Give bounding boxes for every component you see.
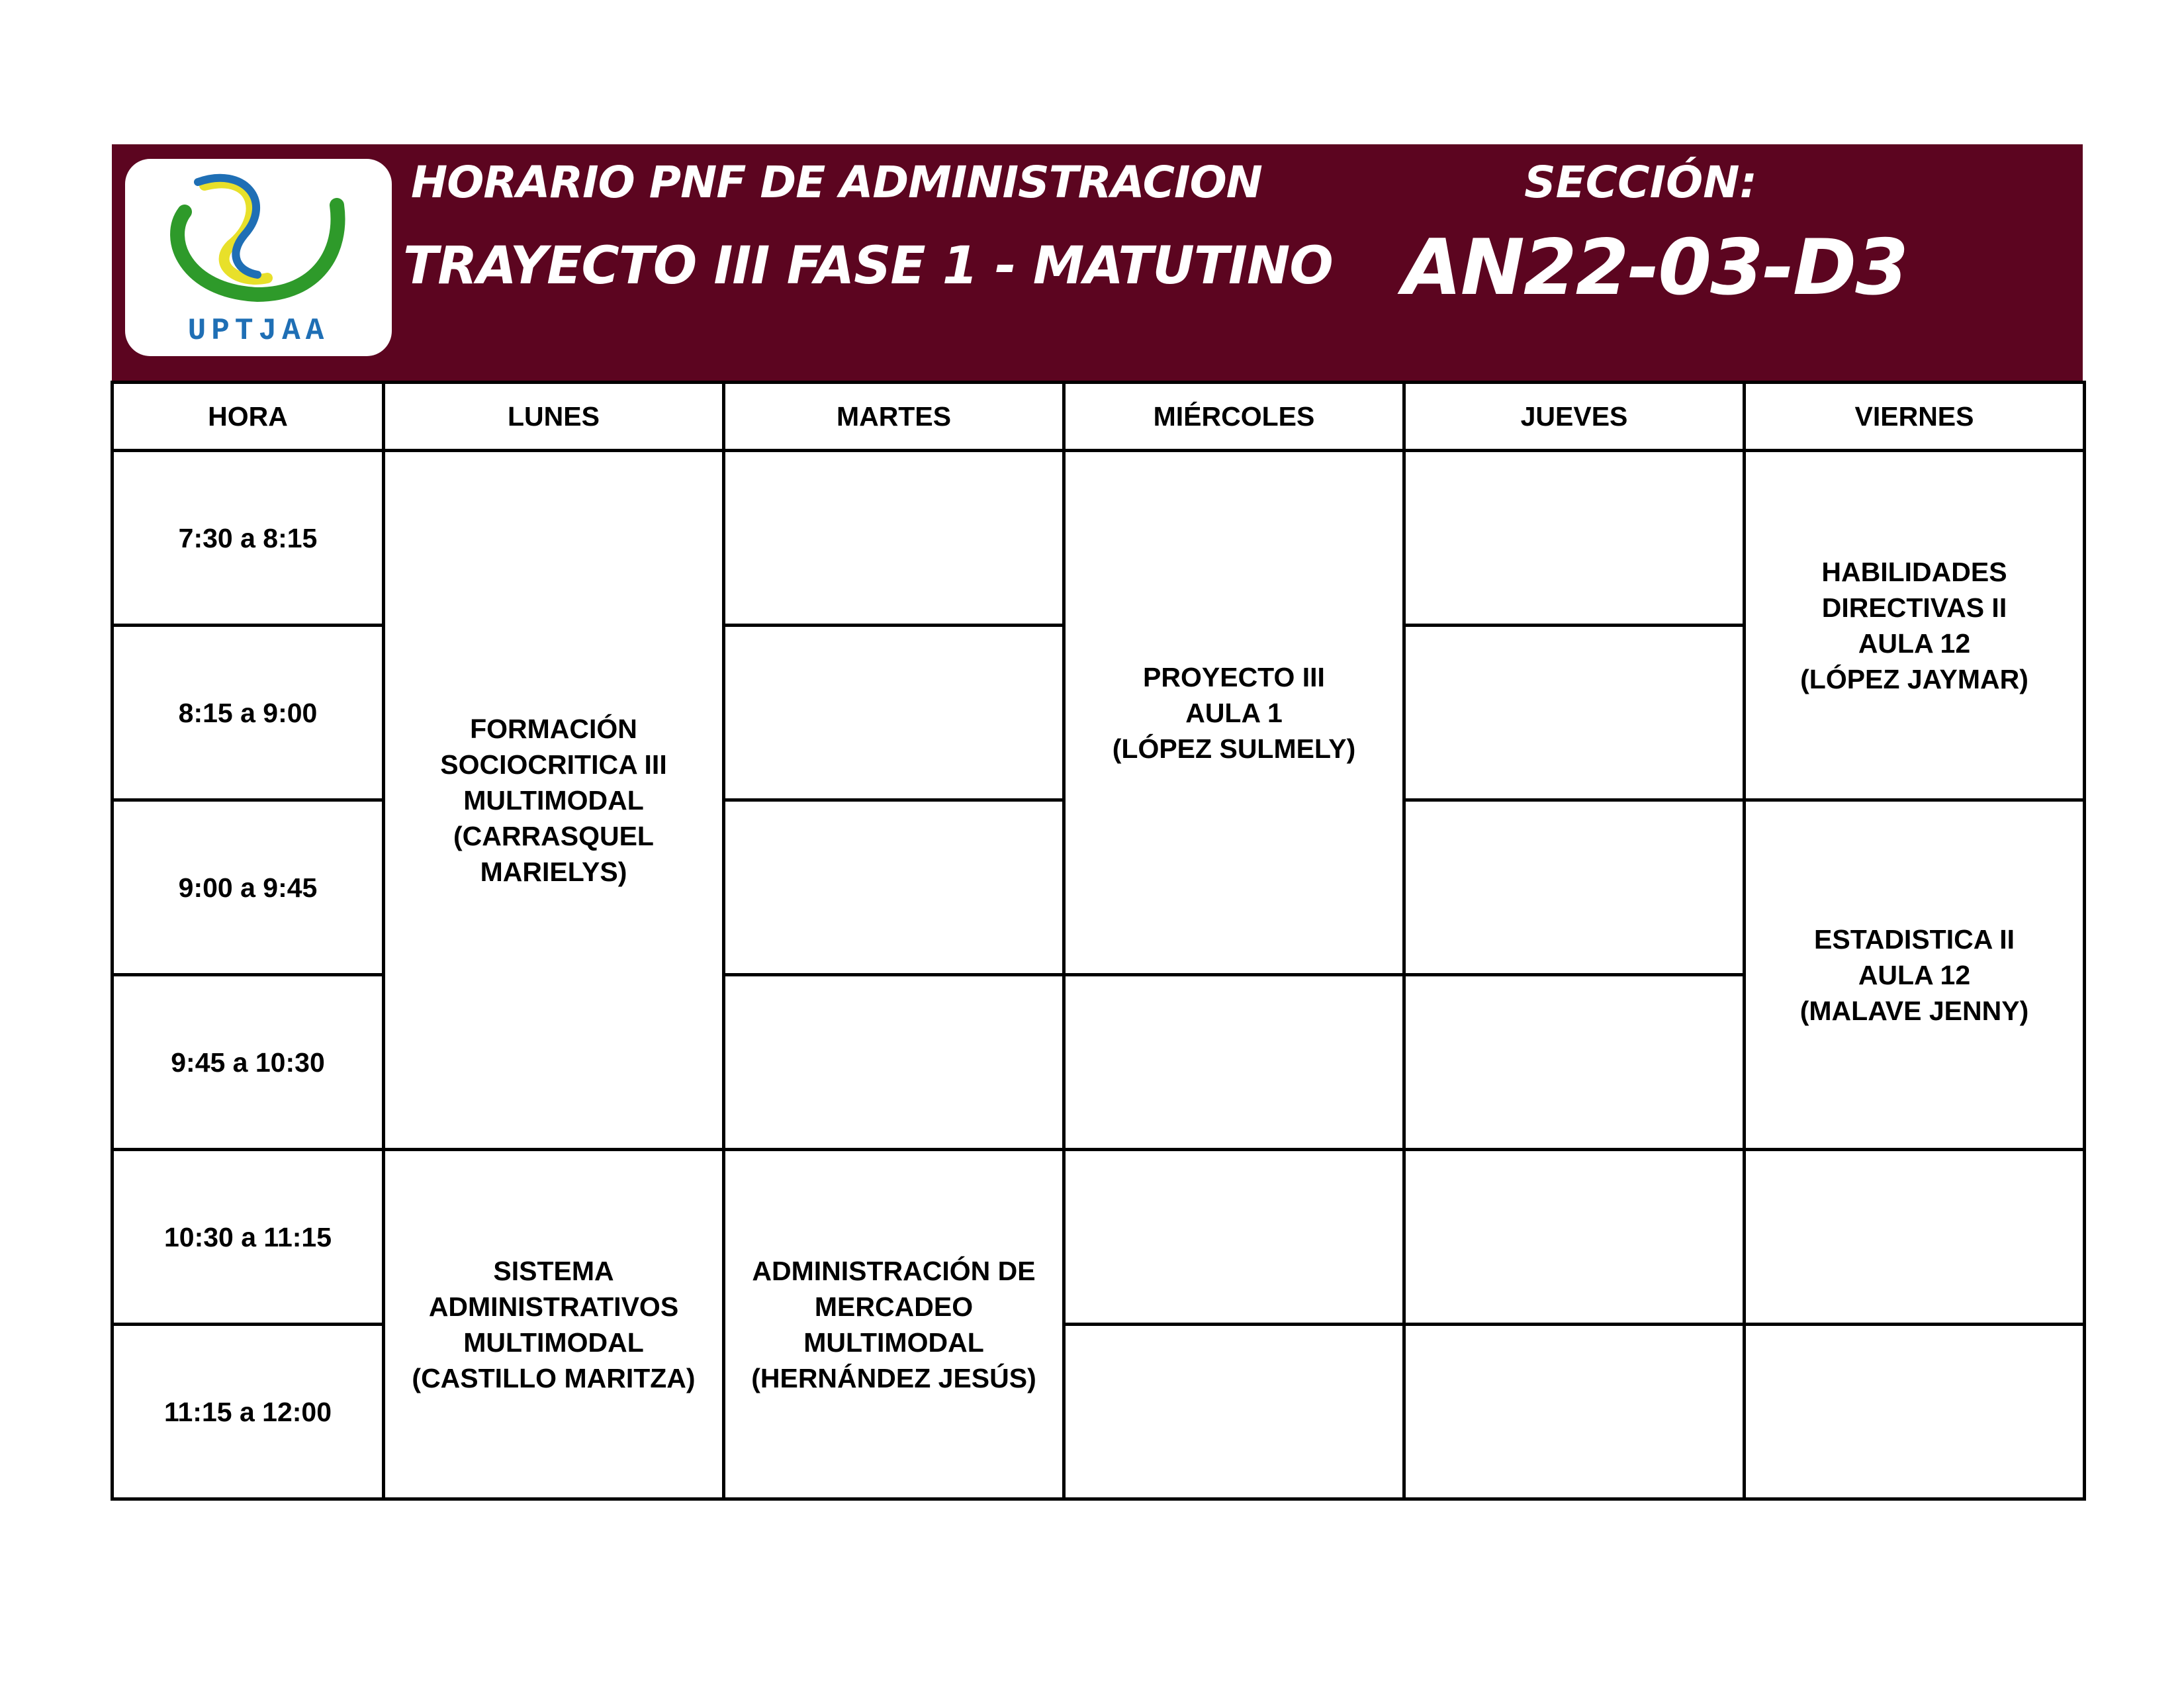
- col-header-lunes: LUNES: [384, 383, 724, 451]
- hour-cell: 11:15 a 12:00: [113, 1325, 384, 1499]
- class-line: (CARRASQUEL: [453, 820, 654, 851]
- empty-cell: [724, 975, 1064, 1150]
- header-banner: [112, 144, 2083, 381]
- section-label: SECCIÓN:: [1524, 157, 1757, 208]
- section-code: AN22-03-D3: [1402, 223, 1907, 312]
- class-proyecto-iii: [1064, 451, 1404, 975]
- class-line: (LÓPEZ SULMELY): [1112, 733, 1356, 764]
- hour-cell: 9:00 a 9:45: [113, 800, 384, 975]
- class-administracion-mercadeo: [724, 1150, 1064, 1499]
- header-row: [113, 383, 2085, 451]
- class-line: (MALAVE JENNY): [1799, 995, 2029, 1026]
- empty-cell: [1404, 1325, 1745, 1499]
- class-sistema-administrativos: [384, 1150, 724, 1499]
- hour-cell: 8:15 a 9:00: [113, 626, 384, 800]
- empty-cell: [1404, 451, 1745, 626]
- class-line: (HERNÁNDEZ JESÚS): [751, 1362, 1036, 1393]
- class-line: MARIELYS): [480, 856, 627, 887]
- logo: [125, 159, 392, 356]
- class-line: MULTIMODAL: [463, 784, 644, 816]
- col-header-martes: MARTES: [724, 383, 1064, 451]
- class-line: ESTADISTICA II: [1814, 923, 2015, 955]
- empty-cell: [1064, 975, 1404, 1150]
- class-line: MERCADEO: [814, 1291, 974, 1322]
- class-formacion-sociocritica: [384, 451, 724, 1150]
- col-header-viernes: VIERNES: [1745, 383, 2085, 451]
- table-row: [113, 451, 2085, 626]
- class-line: MULTIMODAL: [803, 1327, 984, 1358]
- hour-cell: 9:45 a 10:30: [113, 975, 384, 1150]
- empty-cell: [1064, 1325, 1404, 1499]
- title-line-1: HORARIO PNF DE ADMINISTRACION: [411, 157, 1262, 208]
- class-line: ADMINISTRATIVOS: [428, 1291, 679, 1322]
- empty-cell: [724, 800, 1064, 975]
- class-habilidades-directivas: [1745, 451, 2085, 800]
- title-line-2: TRAYECTO III FASE 1 - MATUTINO: [403, 236, 1333, 296]
- empty-cell: [1404, 800, 1745, 975]
- class-line: AULA 12: [1858, 628, 1971, 659]
- table-row: [113, 1150, 2085, 1325]
- empty-cell: [1745, 1325, 2085, 1499]
- empty-cell: [724, 451, 1064, 626]
- empty-cell: [1404, 975, 1745, 1150]
- col-header-jueves: JUEVES: [1404, 383, 1745, 451]
- col-header-miercoles: MIÉRCOLES: [1064, 383, 1404, 451]
- schedule-table: [111, 381, 2086, 1501]
- hour-cell: 10:30 a 11:15: [113, 1150, 384, 1325]
- class-line: PROYECTO III: [1143, 661, 1325, 692]
- empty-cell: [1404, 1150, 1745, 1325]
- empty-cell: [724, 626, 1064, 800]
- class-line: (CASTILLO MARITZA): [412, 1362, 696, 1393]
- class-line: FORMACIÓN: [470, 713, 637, 744]
- class-line: DIRECTIVAS II: [1821, 592, 2007, 623]
- col-header-hora: HORA: [113, 383, 384, 451]
- empty-cell: [1745, 1150, 2085, 1325]
- class-line: AULA 1: [1185, 697, 1283, 728]
- empty-cell: [1064, 1150, 1404, 1325]
- uptjaa-logo-icon: [158, 165, 357, 314]
- class-line: SOCIOCRITICA III: [440, 749, 667, 780]
- class-line: (LÓPEZ JAYMAR): [1800, 663, 2028, 694]
- class-estadistica-ii: [1745, 800, 2085, 1150]
- class-line: AULA 12: [1858, 959, 1971, 990]
- class-line: ADMINISTRACIÓN DE: [752, 1255, 1036, 1286]
- class-line: MULTIMODAL: [463, 1327, 644, 1358]
- empty-cell: [1404, 626, 1745, 800]
- class-line: HABILIDADES: [1821, 556, 2007, 587]
- logo-text: UPTJAA: [187, 314, 330, 348]
- hour-cell: 7:30 a 8:15: [113, 451, 384, 626]
- class-line: SISTEMA: [493, 1255, 614, 1286]
